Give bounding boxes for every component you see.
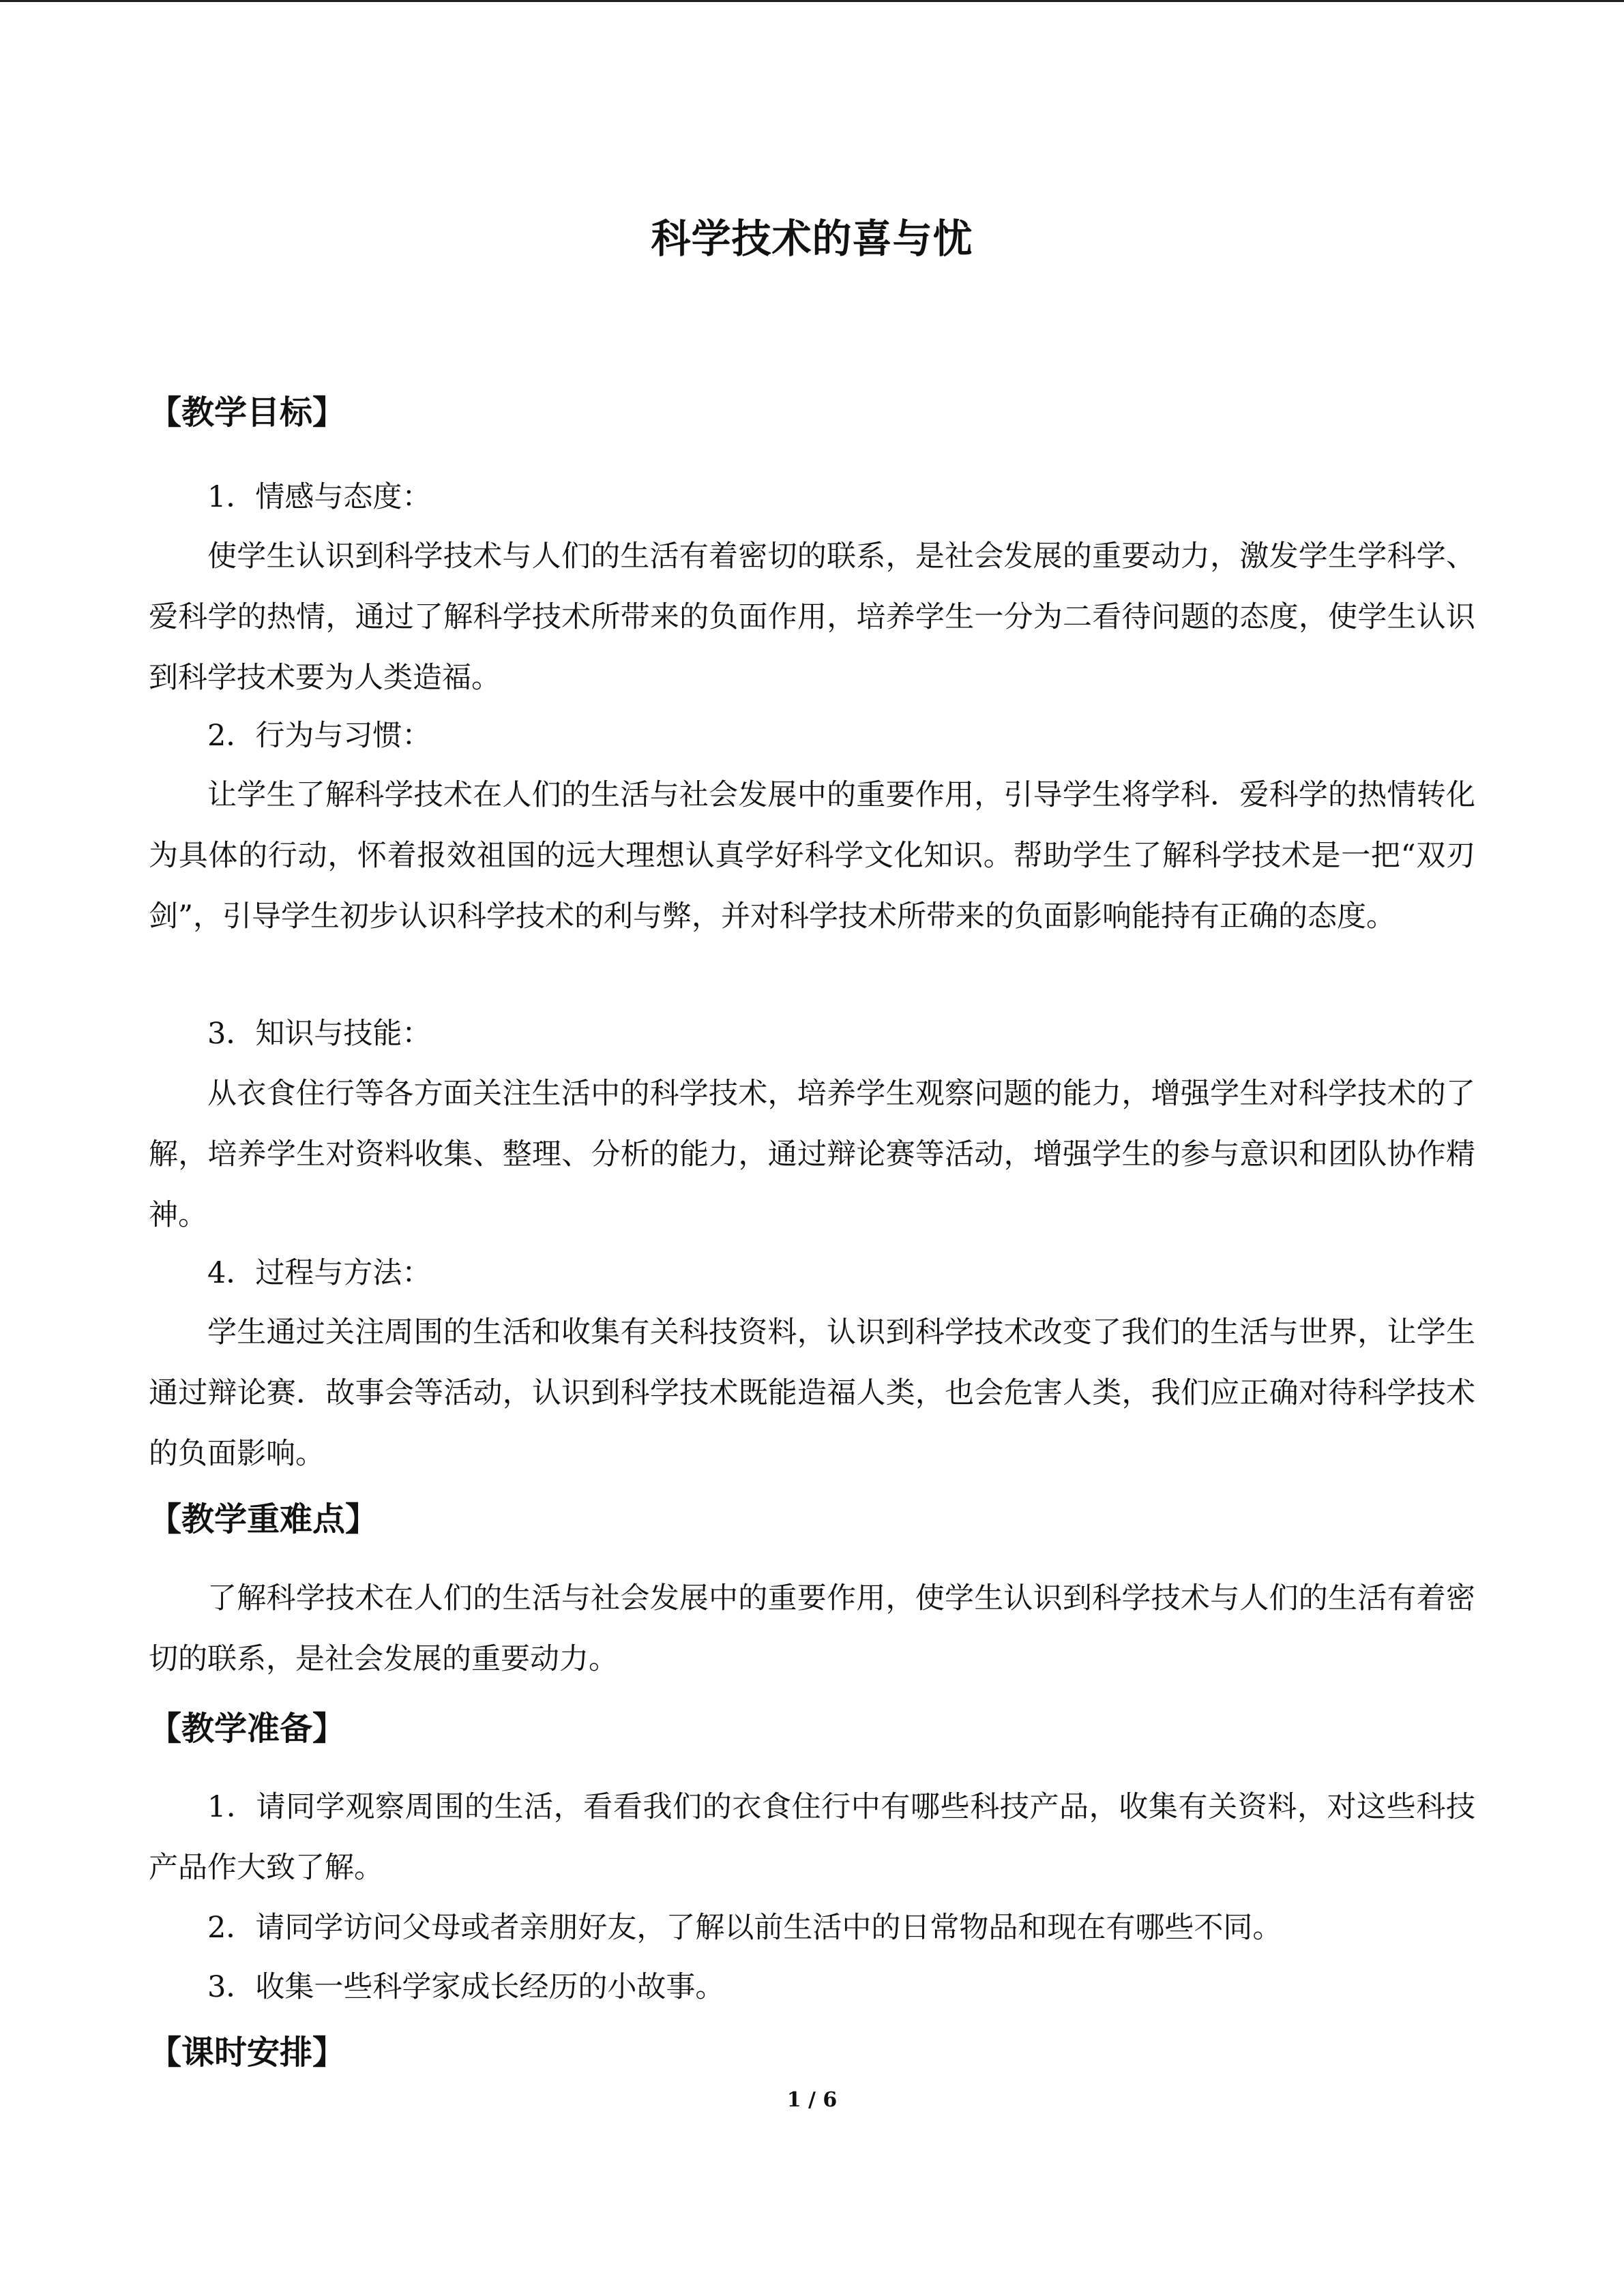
section-heading-preparation: 【教学准备】 [149,1710,346,1748]
section-heading-objectives: 【教学目标】 [149,393,346,432]
top-border-rule [0,0,1624,2]
preparation-item-2: 2．请同学访问父母或者亲朋好友，了解以前生活中的日常物品和现在有哪些不同。 [207,1911,1282,1945]
objective-text-2: 让学生了解科学技术在人们的生活与社会发展中的重要作用，引导学生将学科．爱科学的热情转化为具体的行动，怀着报效祖国的远大理想认真学好科学文化知识。帮助学生了解科学技术是一把“双刃剑”，引导学生初步认识科学技术的利与弊，并对科学技术所带来的负面影响能持有正确的态度。 [149,778,1475,934]
document-title: 科学技术的喜与忧 [651,215,973,262]
objective-label-1: 1．情感与态度： [207,480,432,514]
section-heading-schedule: 【课时安排】 [149,2033,346,2072]
objective-text-4: 学生通过关注周围的生活和收集有关科技资料，认识到科学技术改变了我们的生活与世界，让学生通过辩论赛．故事会等活动，认识到科学技术既能造福人类，也会危害人类，我们应正确对待科学技术的负面影响。 [149,1315,1475,1471]
page-number: 1 / 6 [786,2088,838,2112]
objective-label-3: 3．知识与技能： [207,1017,432,1051]
preparation-item-3: 3．收集一些科学家成长经历的小故事。 [207,1970,725,2004]
objective-label-4: 4．过程与方法： [207,1256,432,1290]
objective-text-3: 从衣食住行等各方面关注生活中的科学技术，培养学生观察问题的能力，增强学生对科学技术的了解，培养学生对资料收集、整理、分析的能力，通过辩论赛等活动，增强学生的参与意识和团队协作精神。 [149,1077,1475,1232]
objective-text-1: 使学生认识到科学技术与人们的生活有着密切的联系，是社会发展的重要动力，激发学生学科学、爱科学的热情，通过了解科学技术所带来的负面作用，培养学生一分为二看待问题的态度，使学生认识到科学技术要为人类造福。 [149,539,1475,695]
objective-label-2: 2．行为与习惯： [207,719,432,753]
section-heading-key-points: 【教学重难点】 [149,1500,379,1538]
preparation-item-1: 1．请同学观察周围的生活，看看我们的衣食住行中有哪些科技产品，收集有关资料，对这些科技产品作大致了解。 [149,1790,1475,1885]
key-points-text: 了解科学技术在人们的生活与社会发展中的重要作用，使学生认识到科学技术与人们的生活有着密切的联系，是社会发展的重要动力。 [149,1581,1475,1676]
